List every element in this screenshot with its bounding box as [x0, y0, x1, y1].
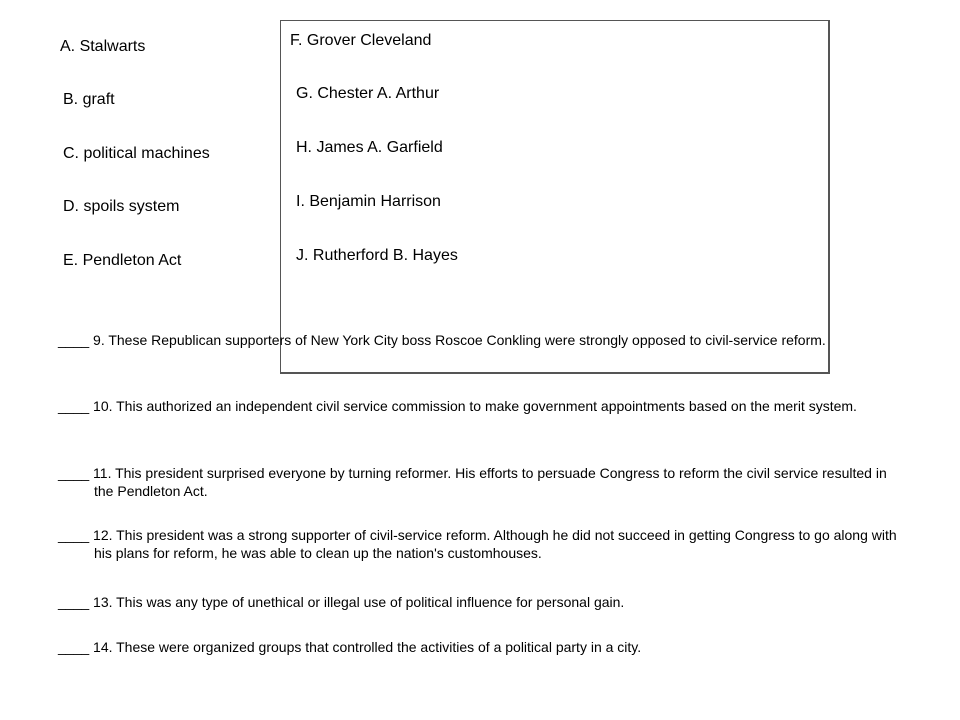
term-a: A. Stalwarts: [60, 38, 146, 55]
question-9: ____ 9. These Republican supporters of New York City boss Roscoe Conkling were strongly opposed to civil-service reform.: [58, 332, 826, 348]
person-f: F. Grover Cleveland: [290, 32, 432, 49]
person-j: J. Rutherford B. Hayes: [296, 247, 458, 264]
person-g: G. Chester A. Arthur: [296, 85, 440, 102]
term-c: C. political machines: [63, 145, 210, 162]
person-h: H. James A. Garfield: [296, 139, 443, 156]
question-14: ____ 14. These were organized groups that controlled the activities of a political party in a city.: [58, 639, 642, 655]
question-10: ____ 10. This authorized an independent civil service commission to make government appointments based on the merit system.: [58, 398, 857, 414]
question-13: ____ 13. This was any type of unethical or illegal use of political influence for personal gain.: [58, 594, 625, 610]
term-d: D. spoils system: [63, 198, 180, 215]
term-e: E. Pendleton Act: [63, 252, 182, 269]
question-12: ____ 12. This president was a strong supporter of civil-service reform. Although he did not succeed in getting Congress to go along with his plans for reform, he was able to clean up the nation's customhouses.: [58, 527, 897, 561]
question-11: ____ 11. This president surprised everyone by turning reformer. His efforts to persuade Congress to reform the civil service resulted in the Pendleton Act.: [58, 465, 887, 499]
person-i: I. Benjamin Harrison: [296, 193, 441, 210]
term-b: B. graft: [63, 91, 115, 108]
